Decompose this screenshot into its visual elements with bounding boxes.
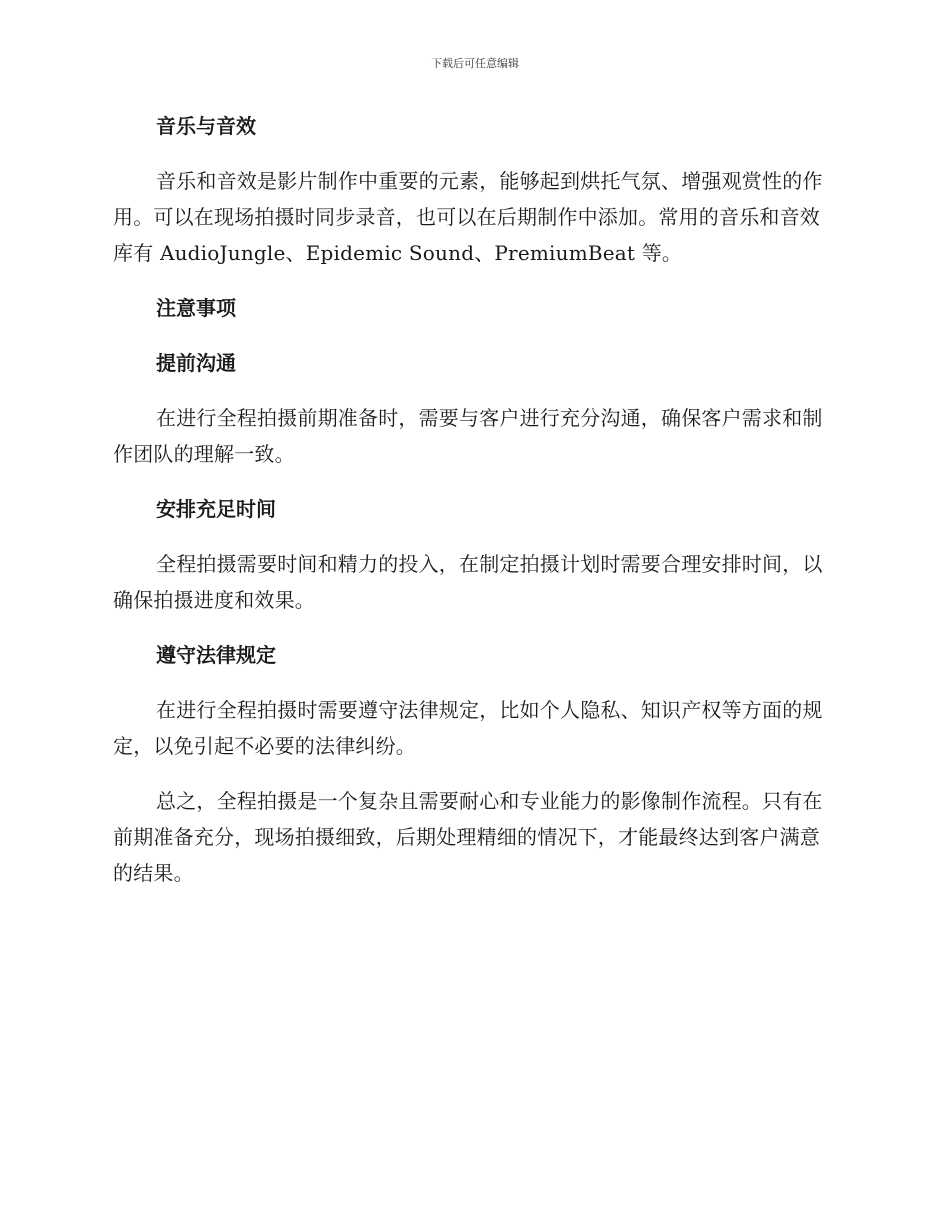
paragraph-conclusion: 总之，全程拍摄是一个复杂且需要耐心和专业能力的影像制作流程。只有在前期准备充分，现场拍摄细致，后期处理精细的情况下，才能最终达到客户满意的结果。: [113, 789, 823, 885]
section-heading-legal-compliance: 遵守法律规定: [156, 643, 276, 667]
section-heading-advance-communication: 提前沟通: [156, 351, 236, 375]
section-heading-notes: 注意事项: [156, 296, 236, 320]
section-heading-music-sound: 音乐与音效: [156, 114, 256, 138]
paragraph-music-sound: 音乐和音效是影片制作中重要的元素，能够起到烘托气氛、增强观赏性的作用。可以在现场拍摄时同步录音，也可以在后期制作中添加。常用的音乐和音效库有 AudioJungle、Epidemic Sound、PremiumBeat 等。: [113, 169, 823, 265]
page-header: 下载后可任意编辑: [431, 57, 519, 70]
paragraph-sufficient-time: 全程拍摄需要时间和精力的投入，在制定拍摄计划时需要合理安排时间，以确保拍摄进度和效果。: [113, 552, 823, 612]
document-body: [113, 108, 831, 910]
paragraph-advance-communication: 在进行全程拍摄前期准备时，需要与客户进行充分沟通，确保客户需求和制作团队的理解一致。: [113, 406, 823, 466]
paragraph-legal-compliance: 在进行全程拍摄时需要遵守法律规定，比如个人隐私、知识产权等方面的规定，以免引起不必要的法律纠纷。: [113, 698, 823, 758]
section-heading-sufficient-time: 安排充足时间: [156, 497, 276, 521]
